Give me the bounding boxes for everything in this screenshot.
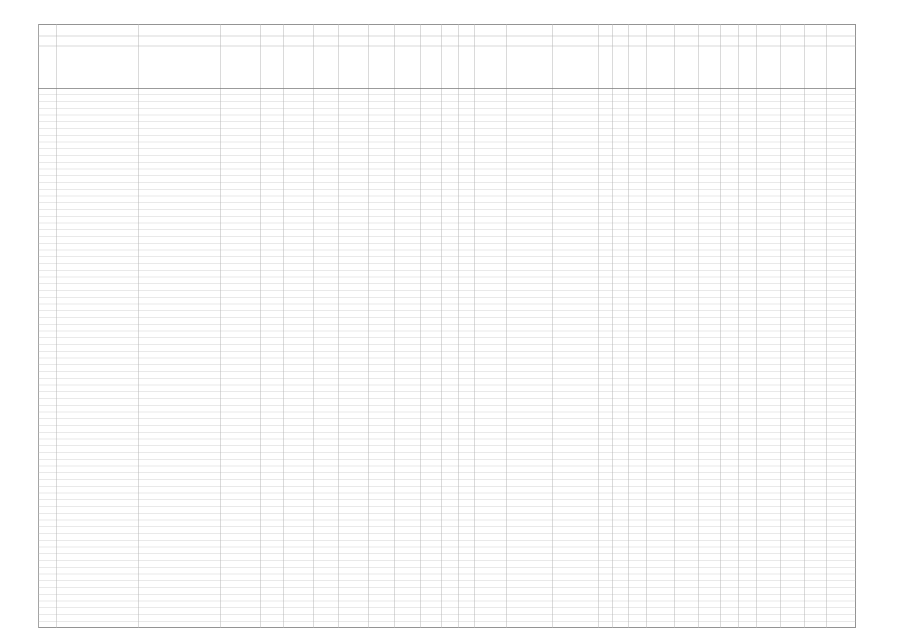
spreadsheet-table — [38, 24, 856, 628]
table-grid — [38, 24, 856, 628]
